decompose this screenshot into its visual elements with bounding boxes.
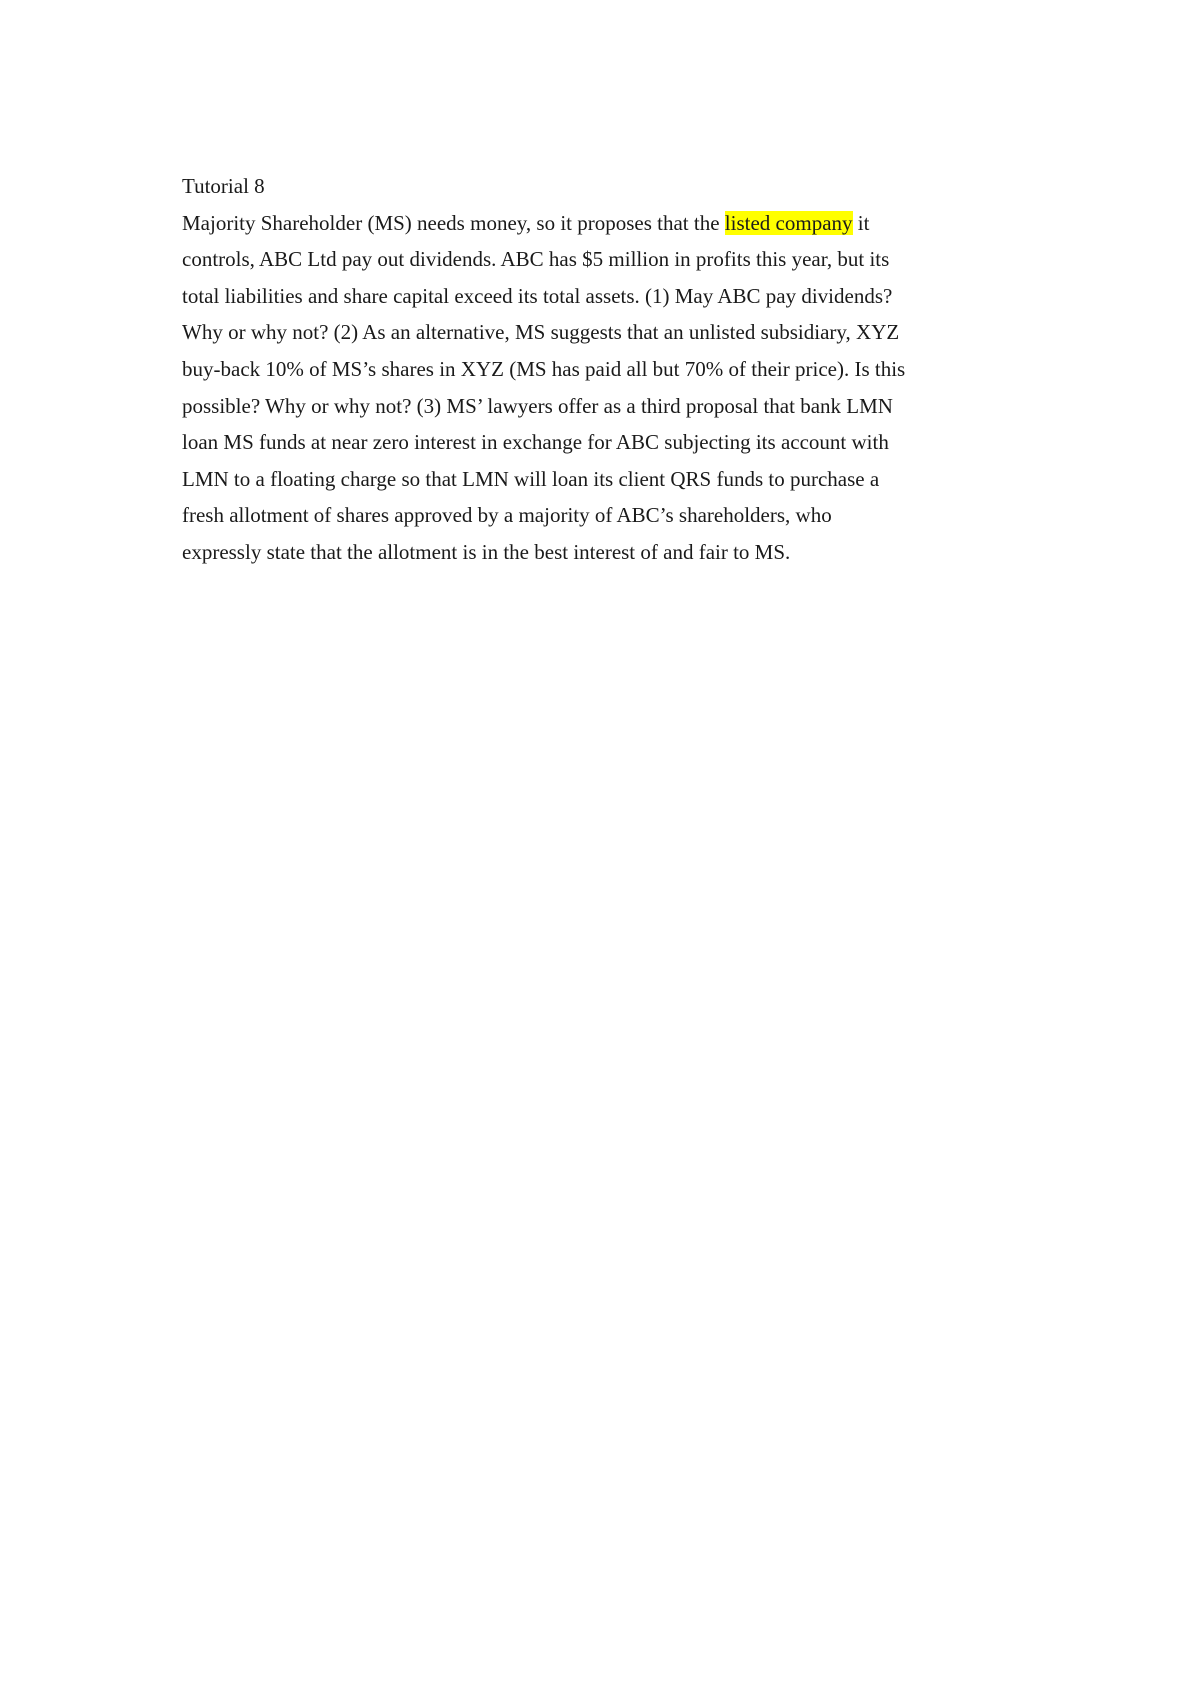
paragraph-line: LMN to a floating charge so that LMN will loan its client QRS funds to purchase a xyxy=(182,466,880,491)
paragraph-line: expressly state that the allotment is in the best interest of and fair to MS. xyxy=(182,539,791,564)
document-body xyxy=(182,168,1042,571)
paragraph-line: buy-back 10% of MS’s shares in XYZ (MS has paid all but 70% of their price). Is this xyxy=(182,356,906,381)
paragraph-line: loan MS funds at near zero interest in exchange for ABC subjecting its account with xyxy=(182,430,889,455)
paragraph-line: controls, ABC Ltd pay out dividends. ABC has $5 million in profits this year, but its xyxy=(182,247,890,272)
highlighted-text: listed company xyxy=(724,210,853,235)
paragraph-line: fresh allotment of shares approved by a majority of ABC’s shareholders, who xyxy=(182,503,832,528)
question-paragraph xyxy=(182,205,1042,571)
document-title: Tutorial 8 xyxy=(182,174,265,198)
paragraph-line: Why or why not? (2) As an alternative, MS suggests that an unlisted subsidiary, XYZ xyxy=(182,320,900,345)
paragraph-line: Majority Shareholder (MS) needs money, so it proposes that the listed company it xyxy=(182,210,870,235)
paragraph-line: total liabilities and share capital exceed its total assets. (1) May ABC pay dividends? xyxy=(182,283,893,308)
paragraph-line: possible? Why or why not? (3) MS’ lawyers offer as a third proposal that bank LMN xyxy=(182,393,893,418)
